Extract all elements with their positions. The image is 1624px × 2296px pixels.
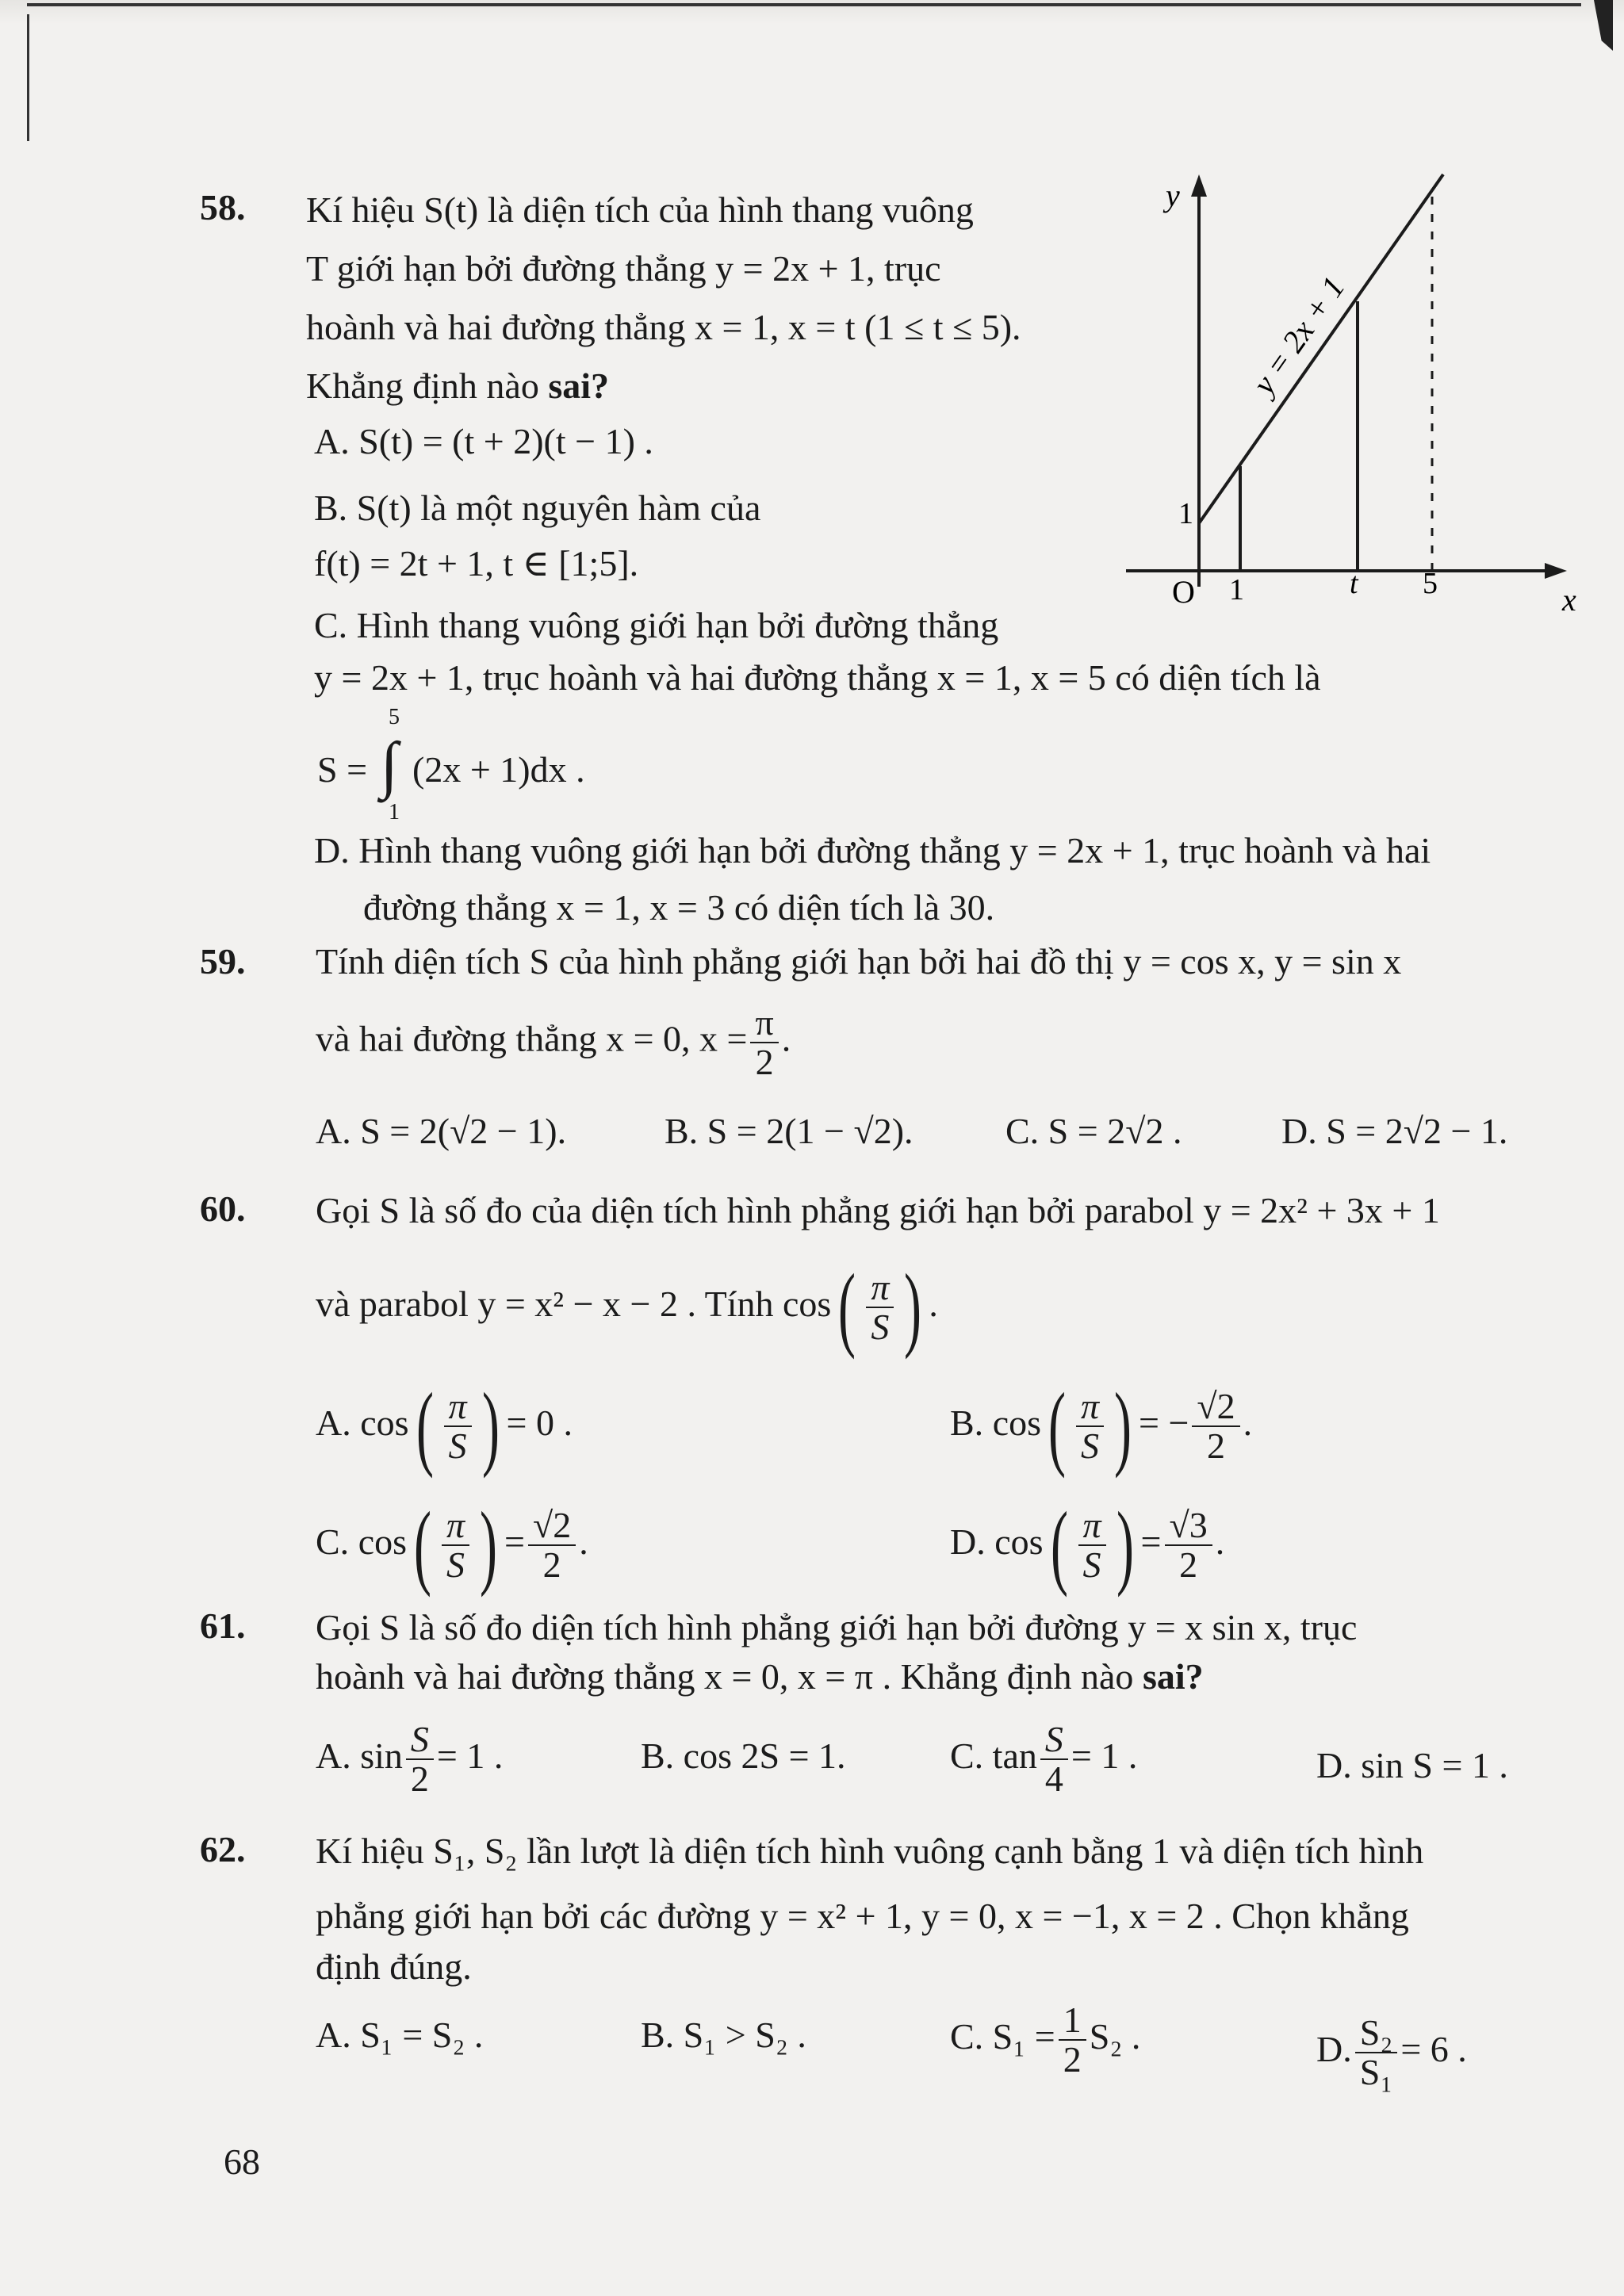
option-d: D. sin S = 1 . (1316, 1745, 1508, 1785)
option-b: B. S = 2(1 − √2). (665, 1111, 914, 1151)
textbook-page: 58. Kí hiệu S(t) là diện tích của hình thang vuông T giới hạn bởi đường thẳng y = 2x + 1, trục hoành và hai đường thẳng x = 1, x = t (1 ≤ t ≤ 5). Khẳng định nào sai? A. S(t) = (t + 2)(t − 1) . B. S(t) là một nguyên hàm của f(t) = 2t + 1, t ∈ [1;5]. C. Hình thang vuông giới hạn bởi đường thẳng y = 2x + 1, trục hoành và hai đường thẳng x = 1, x = 5 có diện tích là S = 5 ∫ 1 (2x + 1)dx . D. Hình thang vuông giới hạn bởi đường thẳng y = 2x + 1, trục hoành và hai đường thẳng x = 1, x = 3 có diện tích là 30. y x O 1 t 5 1 y = 2x + 1 59. Tính diện tích S của hình phẳng giới hạn bởi hai đồ thị y = cos x, y = sin x và hai đường thẳng x = 0, x = $\frac{\pi}{2}$ . A. S = 2(√2 − 1). B. S = 2(1 − √2). C. S = 2√2 . D. S = 2√2 − 1. 60. Gọi S là số đo của diện tích hình phẳng giới hạn bởi parabol y = 2x² + 3x + 1 và parabol y = x² − x − 2 . Tính cos( $\frac{\pi}{S}$ ) . A. cos( $\frac{\pi}{S}$ ) = 0 . B. cos( $\frac{\pi}{S}$ ) = − $\frac{√2}{2}$ . C. cos( $\frac{\pi}{S}$ ) = $\frac{√2}{2}$ . D. cos( $\frac{\pi}{S}$ ) = $\frac{√3}{2}$ . 61. Gọi S là số đo diện tích hình phẳng giới hạn bởi đường y = x sin x, trục hoành và hai đường thẳng x = 0, x = π . Khẳng định nào sai? A. sin $\frac{S}{2}$ = 1 . B. cos 2S = 1. C. tan $\frac{S}{4}$ = 1 . D. sin S = 1 . 62. Kí hiệu S₁, S₂ lần lượt là diện tích hình vuông cạnh bằng 1 và diện tích hình phẳng giới hạn bởi các đường y = x² + 1, y = 0, x = −1, x = 2 . Chọn khẳng định đúng. A. S₁ = S₂ . B. S₁ > S₂ . C. S₁ = $\frac{1}{2}$ S₂ . D. $\frac{\text{S₂}}{\text{S₁}}$ = 6 . 68 (0, 0, 1624, 2296)
question-text-line: T giới hạn bởi đường thẳng y = 2x + 1, trục (306, 248, 941, 289)
option-b: B. cos 2S = 1. (641, 1735, 846, 1776)
question-text-line: Tính diện tích S của hình phẳng giới hạn bởi hai đồ thị y = cos x, y = sin x (316, 941, 1402, 982)
option-c: C. cos( $\frac{\pi}{S}$ ) = $\frac{√2}{2}$ . (316, 1492, 588, 1598)
question-number: 58. (200, 187, 246, 228)
integral-upper-limit: 5 (389, 705, 400, 729)
x-tick-label-t: t (1350, 567, 1358, 600)
x-axis-label: x (1562, 582, 1576, 618)
option-b-continued: f(t) = 2t + 1, t ∈ [1;5]. (314, 543, 639, 584)
question-text-line: định đúng. (316, 1946, 472, 1987)
option-c: C. tan $\frac{S}{4}$ = 1 . (950, 1719, 1138, 1800)
trapezoid-graph (1110, 159, 1586, 618)
question-number: 62. (200, 1829, 246, 1869)
question-text-line: Khẳng định nào sai? (306, 365, 610, 406)
line-equation-label: y = 2x + 1 (1245, 270, 1352, 401)
y-intercept-label: 1 (1178, 497, 1193, 530)
y-axis-label: y (1166, 178, 1180, 213)
option-d: D. cos( $\frac{\pi}{S}$ ) = $\frac{√3}{2}$ . (950, 1492, 1225, 1598)
question-text-line: và hai đường thẳng x = 0, x = $\frac{\pi}{2}$ . (316, 1002, 791, 1082)
option-d: D. S = 2√2 − 1. (1281, 1111, 1508, 1151)
x-tick-label-5: 5 (1423, 567, 1438, 600)
option-b: B. cos( $\frac{\pi}{S}$ ) = − $\frac{√2}{2}$ . (950, 1373, 1253, 1479)
option-c-continued: y = 2x + 1, trục hoành và hai đường thẳng x = 1, x = 5 có diện tích là (314, 657, 1321, 698)
question-text-line: Kí hiệu S₁, S₂ lần lượt là diện tích hình vuông cạnh bằng 1 và diện tích hình (316, 1831, 1424, 1871)
x-tick-label-1: 1 (1229, 573, 1244, 607)
question-number: 59. (200, 941, 246, 982)
question-text-line: phẳng giới hạn bởi các đường y = x² + 1, y = 0, x = −1, x = 2 . Chọn khẳng (316, 1896, 1409, 1936)
integrand: (2x + 1)dx . (412, 749, 585, 790)
option-b: B. S(t) là một nguyên hàm của (314, 488, 761, 528)
question-number: 61. (200, 1605, 246, 1646)
option-d: D. Hình thang vuông giới hạn bởi đường thẳng y = 2x + 1, trục hoành và hai (314, 830, 1431, 871)
question-text-line: Gọi S là số đo của diện tích hình phẳng giới hạn bởi parabol y = 2x² + 3x + 1 (316, 1190, 1440, 1230)
page-number: 68 (224, 2141, 260, 2182)
question-text-line: Gọi S là số đo diện tích hình phẳng giới hạn bởi đường y = x sin x, trục (316, 1607, 1358, 1647)
option-d-continued: đường thẳng x = 1, x = 3 có diện tích là 30. (363, 887, 995, 928)
option-a: A. sin $\frac{S}{2}$ = 1 . (316, 1719, 504, 1800)
fraction: $\frac{\pi}{2}$ (750, 1004, 778, 1081)
integral-lower-limit: 1 (389, 800, 400, 825)
option-c: C. Hình thang vuông giới hạn bởi đường thẳng (314, 605, 999, 645)
option-a: A. cos( $\frac{\pi}{S}$ ) = 0 . (316, 1373, 573, 1479)
question-text-line: và parabol y = x² − x − 2 . Tính cos( $\frac{\pi}{S}$ ) . (316, 1254, 938, 1360)
option-c: C. S = 2√2 . (1005, 1111, 1182, 1151)
y-axis-arrow (1191, 174, 1207, 197)
question-text-line: hoành và hai đường thẳng x = 0, x = π . Khẳng định nào sai? (316, 1656, 1204, 1697)
x-axis-arrow (1545, 563, 1567, 579)
origin-label: O (1172, 574, 1195, 610)
option-d: D. $\frac{\text{S₂}}{\text{S₁}}$ = 6 . (1316, 2012, 1467, 2093)
option-a: A. S₁ = S₂ . (316, 2015, 484, 2055)
question-text-line: Kí hiệu S(t) là diện tích của hình thang vuông (306, 189, 974, 230)
question-text-line: hoành và hai đường thẳng x = 1, x = t (1 ≤ t ≤ 5). (306, 307, 1021, 347)
line-y-2x-plus-1 (1199, 174, 1443, 523)
integral-sign: ∫ (381, 730, 398, 800)
question-number: 60. (200, 1188, 246, 1229)
option-a: A. S = 2(√2 − 1). (316, 1111, 567, 1151)
option-c: C. S₁ = $\frac{1}{2}$ S₂ . (950, 1999, 1141, 2080)
option-a: A. S(t) = (t + 2)(t − 1) . (314, 421, 653, 461)
option-b: B. S₁ > S₂ . (641, 2015, 806, 2055)
